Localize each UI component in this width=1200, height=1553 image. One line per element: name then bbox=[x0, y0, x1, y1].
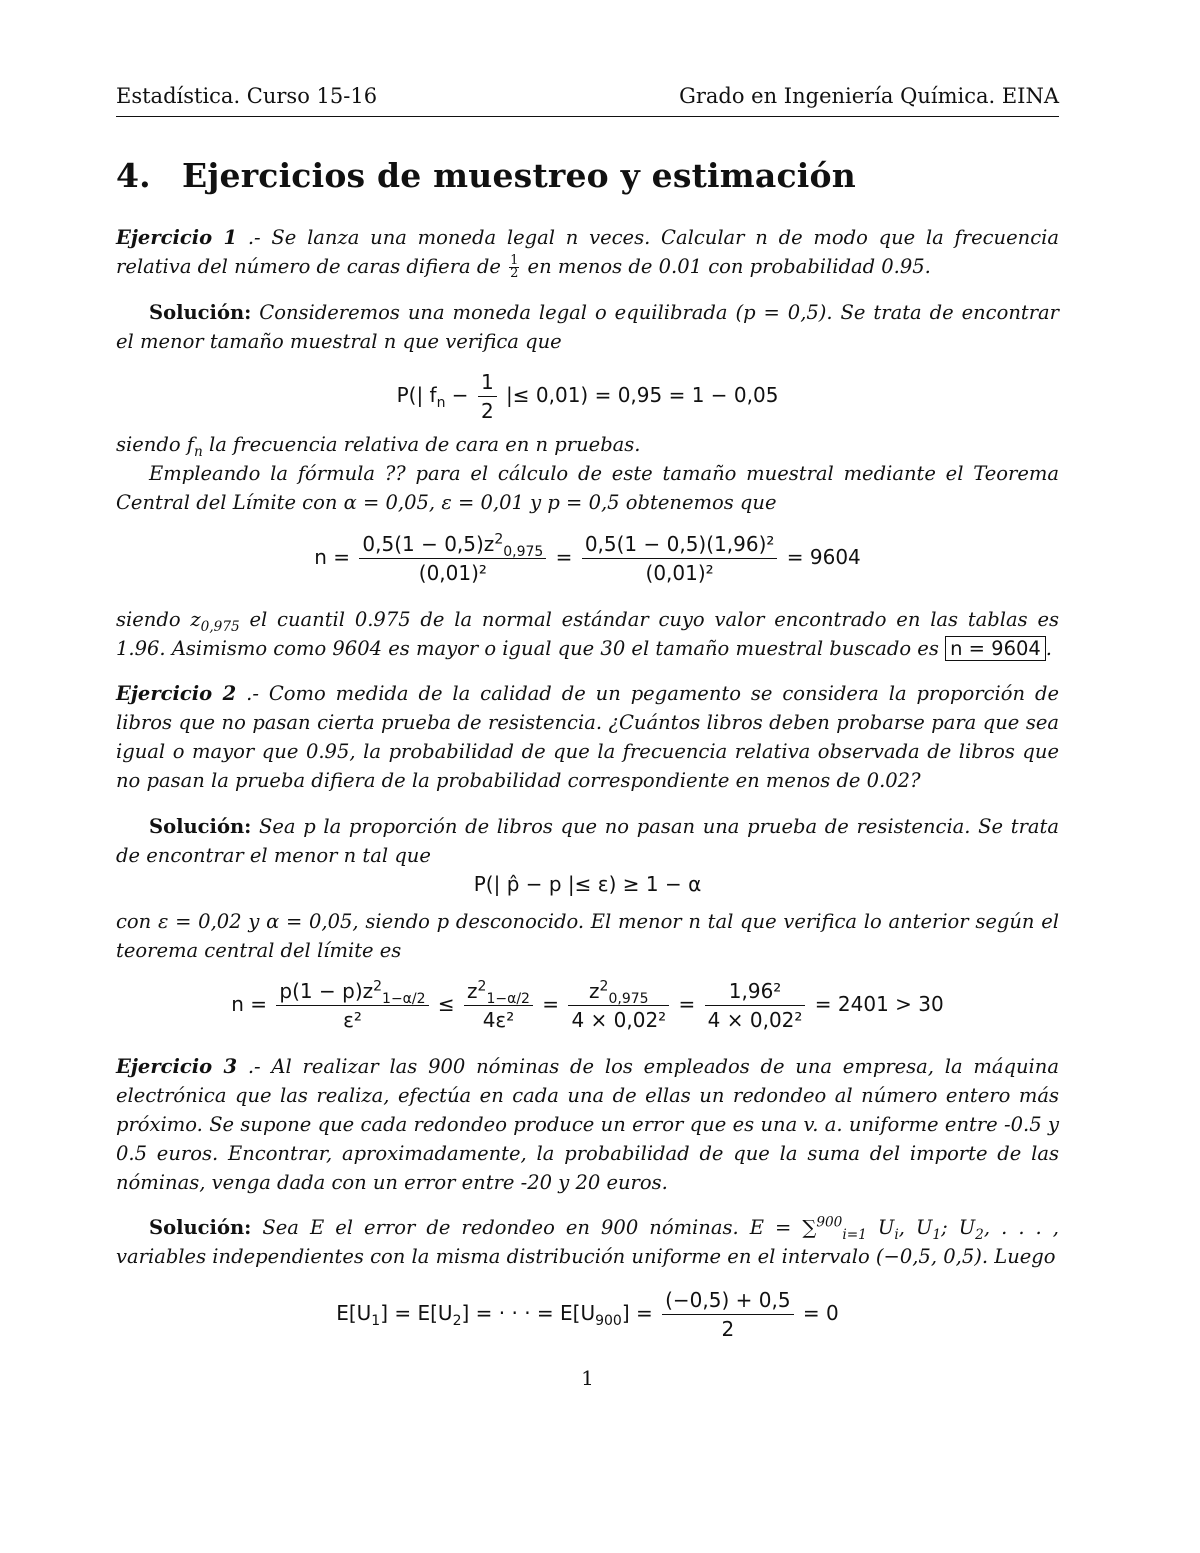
one-half-fraction: $\frac{1}{2}$ bbox=[510, 253, 519, 281]
header-course: Estadística. Curso 15-16 bbox=[116, 84, 378, 108]
exercise-1-conclusion: siendo $z_{0,975}$ el cuantil 0.975 de la normal estándar cuyo valor encontrado en las tablas es 1.96. Asimismo como 9604 es mayor o igual que 30 el tamaño muestral buscado es n = 9604 . bbox=[116, 608, 1059, 660]
exercise-2-statement: Ejercicio 2 .- Como medida de la calidad de un pegamento se considera la proporción de libros que no pasan cierta prueba de resistencia. ¿Cuántos libros deben probarse para que sea igual o mayor que 0.95, la probabilidad de que la frecuencia relativa observada de libros que no pasan la prueba difiera de la probabilidad correspondiente en menos de 0.02? bbox=[116, 682, 1059, 792]
section-title bbox=[116, 156, 856, 195]
exercise-1-text-d: Empleando la fórmula ?? para el cálculo de este tamaño muestral mediante el Teorema Central del Límite con α = 0,05, ε = 0,01 y p = 0,5 obtenemos que bbox=[116, 462, 1059, 514]
exercise-1-text: .- Se lanza una moneda legal n veces. Calcular n de modo que la frecuencia relativa del número de caras difiera de bbox=[116, 226, 1059, 278]
exercise-1-statement bbox=[116, 223, 1059, 281]
equation-probability: P(| $f_n$ − $\frac{1}{2}$ |≤ 0,01) = 0,95 = 1 − 0,05 bbox=[396, 370, 779, 423]
header-degree: Grado en Ingeniería Química. EINA bbox=[679, 84, 1059, 108]
exercise-1-solution bbox=[116, 298, 1059, 356]
exercise-1-text-c: siendo $f_n$ la frecuencia relativa de cara en n pruebas. bbox=[116, 433, 641, 460]
running-header bbox=[116, 84, 1059, 116]
equation-sample-size-1: n = $\frac{0,5(1 - 0,5)z^2_{0,975}}{\text{(0,01)²}}$ = $\frac{\text{0,5(1 − 0,5)(1,96)²}}{\text{(0,01)²}}$ = 9604 bbox=[314, 531, 861, 585]
solution-label: Solución: bbox=[149, 1216, 252, 1239]
section-number: 4. bbox=[116, 156, 151, 195]
exercise-1-text-end: en menos de 0.01 con probabilidad 0.95. bbox=[521, 255, 931, 278]
page-number: 1 bbox=[581, 1366, 594, 1390]
solution-label: Solución: bbox=[149, 301, 252, 324]
equation-expectation: $E[U_1] = E[U_2]$ = · · · = $E[U_{900}]$ = $\frac{(-0,5) + 0,5}{2}$ = 0 bbox=[336, 1288, 839, 1341]
exercise-3-statement: Ejercicio 3 .- Al realizar las 900 nóminas de los empleados de una empresa, la máquina electrónica que las realiza, efectúa en cada una de ellas un redondeo al número entero más próximo. Se supone que cada redondeo produce un error que es una v. a. uniforme entre -0.5 y 0.5 euros. Encontrar, aproximadamente, la probabilidad de que la suma del importe de las nóminas, venga dada con un error entre -20 y 20 euros. bbox=[116, 1055, 1059, 1194]
header-rule bbox=[116, 116, 1059, 117]
exercise-3-label: Ejercicio 3 bbox=[116, 1055, 238, 1078]
section-heading: Ejercicios de muestreo y estimación bbox=[182, 156, 856, 195]
solution-text: Consideremos una moneda legal o equilibrada (p = 0,5). Se trata de encontrar el menor tamaño muestral n que verifica que bbox=[116, 301, 1059, 353]
equation-confidence: P(| p̂ − p |≤ ε) ≥ 1 − α bbox=[473, 872, 702, 896]
equation-sample-size-2: n = $\frac{p(1 - p)z^2_{1-\alpha/2}}{\text{ε²}}$ ≤ $\frac{z^2_{1-\alpha/2}}{\text{4ε²}}$ = $\frac{z^2_{0,975}}{\text{4 × 0,02²}}$ = $\frac{\text{1,96²}}{\text{4 × 0,02²}}$ = 2401 > 30 bbox=[231, 978, 944, 1032]
document-page bbox=[116, 0, 1059, 1553]
solution-label: Solución: bbox=[149, 815, 252, 838]
boxed-answer: n = 9604 bbox=[945, 636, 1046, 661]
exercise-2-text-b: con ε = 0,02 y α = 0,05, siendo p desconocido. El menor n tal que verifica lo anterior según el teorema central del límite es bbox=[116, 910, 1059, 962]
exercise-2-solution: Solución: Sea p la proporción de libros que no pasan una prueba de resistencia. Se trata de encontrar el menor n tal que bbox=[116, 815, 1059, 867]
exercise-1-label: Ejercicio 1 bbox=[116, 226, 238, 249]
exercise-3-solution: Solución: Sea E el error de redondeo en 900 nóminas. E = ∑$^{900}_{i=1}$ $U_i$, $U_1$; $U_2$, . . . , variables independientes con la misma distribución uniforme en el intervalo (−0,5, 0,5). Luego bbox=[116, 1214, 1059, 1268]
exercise-2-label: Ejercicio 2 bbox=[116, 682, 237, 705]
